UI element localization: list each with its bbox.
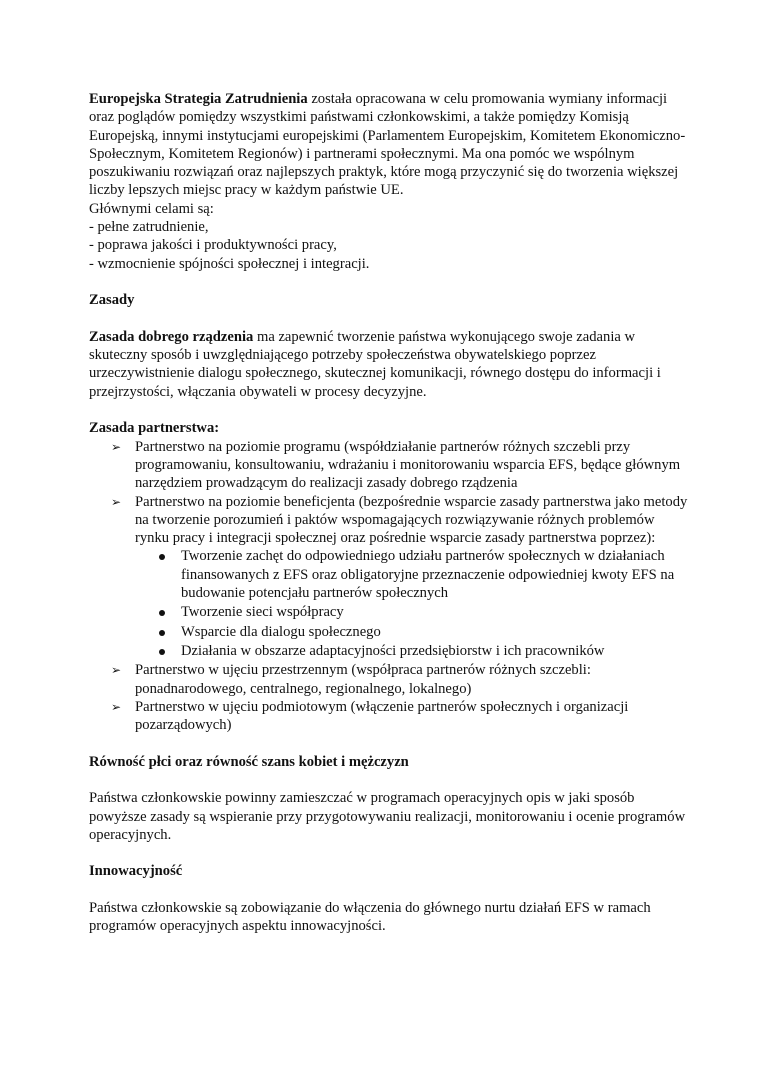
equality-heading: Równość płci oraz równość szans kobiet i mężczyzn [89, 753, 409, 770]
equality-paragraph: Państwa członkowskie powinny zamieszczać w programach operacyjnych opis w jaki sposób powyższe zasady są wspieranie przy przygotowywaniu realizacji, monitorowaniu i ocenie programów operacyjnych. [89, 790, 686, 843]
sub-list-item [135, 623, 690, 641]
goals-label: Głównymi celami są: [89, 200, 214, 217]
goal-item: - pełne zatrudnienie, [89, 219, 209, 236]
list-item [89, 438, 690, 493]
intro-bold-term: Europejska Strategia Zatrudnienia [89, 91, 308, 107]
list-item [89, 493, 690, 661]
sub-list-item-text: Tworzenie sieci współpracy [181, 604, 344, 621]
bullet-dot-icon [159, 610, 165, 616]
intro-paragraph [89, 90, 690, 200]
intro-text: została opracowana w celu promowania wymiany informacji oraz poglądów pomiędzy wszystkimi państwami członkowskimi, a także pomiędzy Komisją Europejską, innymi instytucjami europejskimi (Parlamentem Europejskim, Komitetem Ekonomiczno-Społecznym, Komitetem Regionów) i partnerami społecznymi. Ma ona pomóc we wspólnym poszukiwaniu rozwiązań oraz najlepszych praktyk, które mogą przyczynić się do tworzenia większej liczby lepszych miejsc pracy w każdym państwie UE. [89, 91, 686, 199]
good-governance-term: Zasada dobrego rządzenia [89, 328, 254, 345]
arrow-bullet-icon: ➢ [111, 663, 122, 678]
bullet-dot-icon [159, 630, 165, 636]
bullet-dot-icon [159, 554, 165, 560]
goal-item: - wzmocnienie spójności społecznej i integracji. [89, 255, 370, 272]
sub-list-item [135, 603, 690, 621]
good-governance-text: ma zapewnić tworzenie państwa wykonującego swoje zadania w skuteczny sposób i uwzględniającego potrzeby społeczeństwa obywatelskiego poprzez urzeczywistnienie dialogu społecznego, skutecznej komunikacji, równego dostępu do informacji i przejrzystości, włączania obywateli w procesy decyzyjne. [89, 328, 661, 400]
sub-list-item-text: Działania w obszarze adaptacyjności przedsiębiorstw i ich pracowników [181, 642, 605, 659]
innovation-heading: Innowacyjność [89, 863, 183, 880]
list-item-text: Partnerstwo w ujęciu przestrzennym (współpraca partnerów różnych szczebli: ponadnarodowego, centralnego, regionalnego, lokalnego) [135, 662, 591, 697]
list-item [89, 698, 690, 735]
zasady-heading: Zasady [89, 292, 135, 309]
sub-list-item [135, 642, 690, 660]
sub-list [135, 547, 690, 660]
arrow-bullet-icon: ➢ [111, 494, 122, 509]
bullet-dot-icon [159, 649, 165, 655]
goal-item: - poprawa jakości i produktywności pracy, [89, 237, 337, 254]
list-item [89, 661, 690, 698]
sub-list-item [135, 547, 690, 602]
arrow-bullet-icon: ➢ [111, 439, 122, 454]
list-item-text: Partnerstwo w ujęciu podmiotowym (włączenie partnerów społecznych i organizacji pozarządowych) [135, 698, 629, 734]
innovation-paragraph: Państwa członkowskie są zobowiązanie do włączenia do głównego nurtu działań EFS w ramach programów operacyjnych aspektu innowacyjności. [89, 900, 651, 935]
sub-list-item-text: Tworzenie zachęt do odpowiedniego udziału partnerów społecznych w działaniach finansowanych z EFS oraz obligatoryjne przeznaczenie odpowiedniej kwoty EFS na budowanie potencjału partnerów społecznych [181, 548, 675, 602]
list-item-text: Partnerstwo na poziomie beneficjenta (bezpośrednie wsparcie zasady partnerstwa jako metody na tworzenie porozumień i paktów wspomagających rozwiązywanie różnych problemów rynku pracy i integracji społecznej oraz pośrednie wsparcie zasady partnerstwa poprzez): [135, 493, 688, 547]
partnership-list [89, 438, 690, 735]
partnership-heading: Zasada partnerstwa: [89, 420, 220, 437]
list-item-text: Partnerstwo na poziomie programu (współdziałanie partnerów różnych szczebli przy programowaniu, konsultowaniu, wdrażaniu i monitorowaniu wsparcia EFS, będące głównym narzędziem prowadzącym do realizacji zasady dobrego rządzenia [135, 438, 681, 492]
arrow-bullet-icon: ➢ [111, 699, 122, 714]
sub-list-item-text: Wsparcie dla dialogu społecznego [181, 623, 381, 640]
good-governance-paragraph [89, 328, 690, 401]
